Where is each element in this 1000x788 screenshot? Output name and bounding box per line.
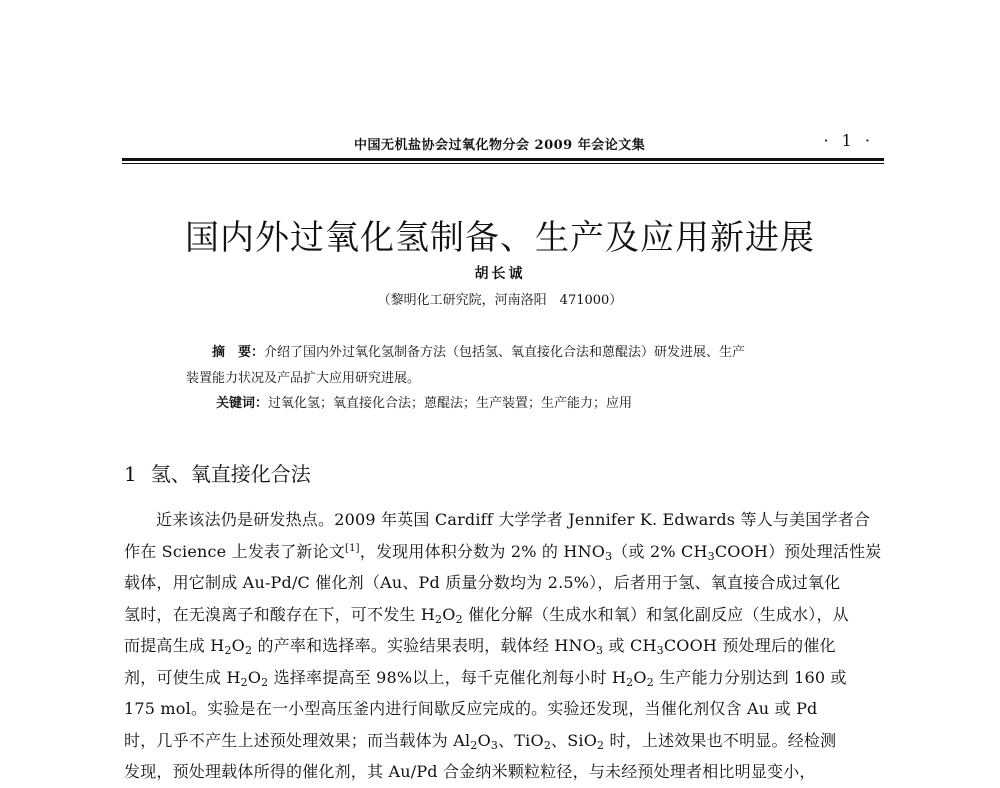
body-paragraph [124,504,884,788]
body-line: 近来该法仍是研发热点。2009 年英国 Cardiff 大学学者 Jennifer K. Edwards 等人与美国学者合 [156,510,871,529]
body-line: 剂，可使生成 $H_2O_2$ 选择率提高至 98%以上，每千克催化剂每小时 $H_2O_2$ 生产能力分别达到 160 或 [124,667,847,689]
header-rule-thin [122,163,884,164]
body-line: 作在 Science 上发表了新论文[1]，发现用体积分数为 2% 的 $HNO_3$（或 2% $CH_3COOH$）预处理活性炭 [124,541,882,563]
section-heading [124,458,311,487]
keywords [216,391,632,417]
body-line: 氢时，在无溴离子和酸存在下，可不发生 $H_2O_2$ 催化分解（生成水和氧）和氢化副反应（生成水），从 [124,604,849,626]
running-header [122,128,882,158]
body-line: 时，几乎不产生上述预处理效果；而当载体为 $Al_2O_3$、TiO$_2$、SiO$_2$ 时，上述效果也不明显。经检测 [124,730,837,752]
paper-author: 胡长诚 [474,266,526,282]
abstract-label: 摘 要： [212,345,265,360]
section-number: 1 [124,462,137,486]
header-rule-thick [122,158,884,161]
body-line: 发现，预处理载体所得的催化剂，其 Au/Pd 合金纳米颗粒粒径，与未经预处理者相比明显变小， [124,762,816,781]
abstract-text-line2: 装置能力状况及产品扩大应用研究进展。 [186,371,421,386]
body-line: 175 mol。实验是在一小型高压釜内进行间歇反应完成的。实验还发现，当催化剂仅含 Au 或 Pd [124,699,818,718]
page-number: · 1 · [823,131,874,150]
paper-title: 国内外过氧化氢制备、生产及应用新进展 [185,218,815,258]
abstract [186,340,826,392]
abstract-text-line1: 介绍了国内外过氧化氢制备方法（包括氢、氧直接化合法和蒽醌法）研发进展、生产 [264,345,746,360]
body-line: 而提高生成 $H_2O_2$ 的产率和选择率。实验结果表明，载体经 $HNO_3$ 或 $CH_3COOH$ 预处理后的催化 [124,636,836,657]
citation-ref: [1] [345,542,360,554]
paper-affiliation: （黎明化工研究院，河南洛阳 471000） [377,293,623,308]
running-header-title: 中国无机盐协会过氧化物分会 2009 年会论文集 [354,138,646,153]
keywords-label: 关键词： [216,396,269,411]
body-line: 载体，用它制成 Au-Pd/C 催化剂（Au、Pd 质量分数均为 2.5%），后者用于氢、氧直接合成过氧化 [124,573,841,592]
section-title: 氢、氧直接化合法 [150,462,311,486]
keywords-text: 过氧化氢；氧直接化合法；蒽醌法；生产装置；生产能力；应用 [268,396,633,411]
